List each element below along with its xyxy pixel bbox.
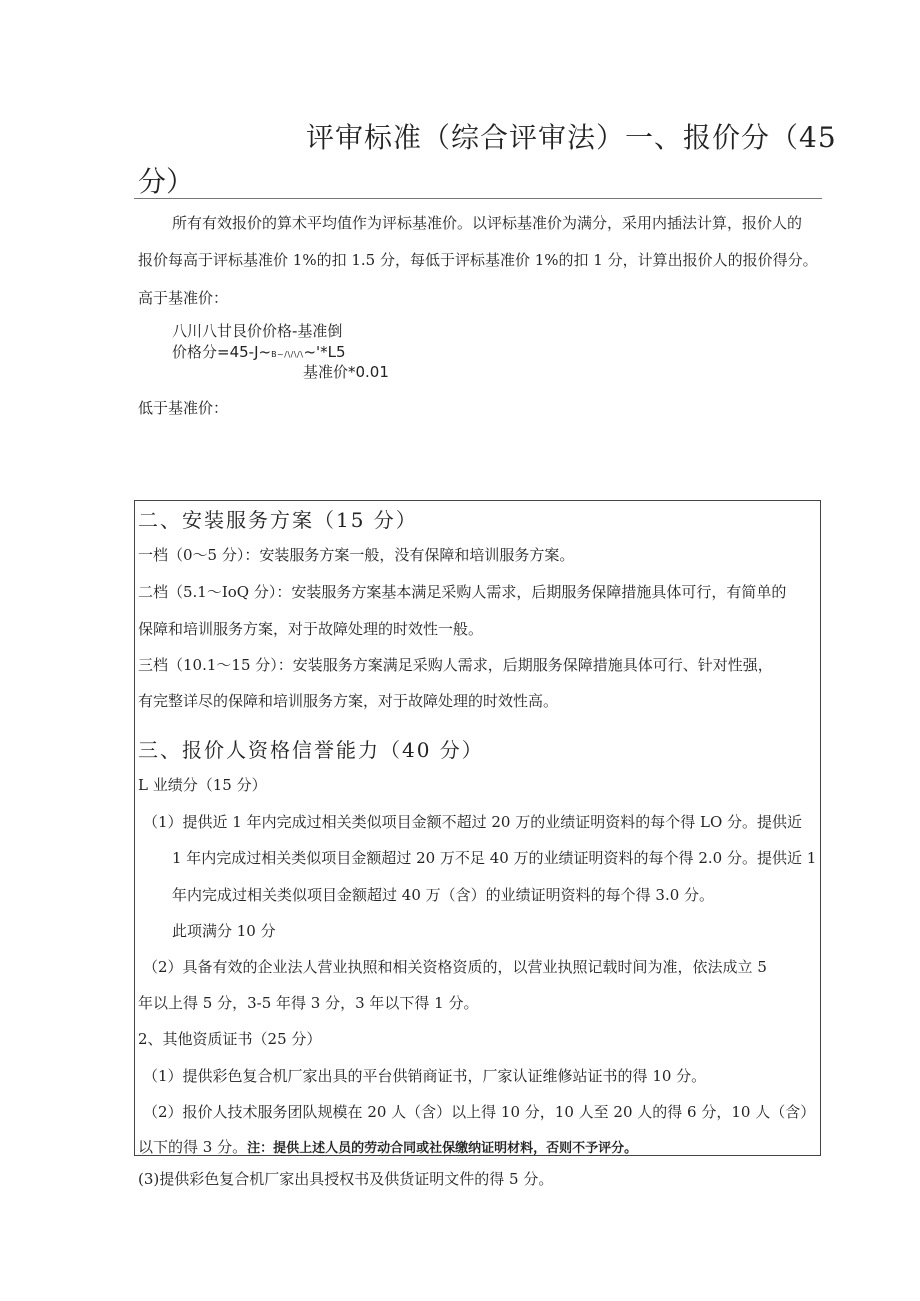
price-rule-paragraph-1: 所有有效报价的算术平均值作为评标基准价。以评标基准价为满分，采用内插法计算，报价人的 (172, 214, 803, 232)
performance-score-title: L 业绩分（15 分） (138, 776, 267, 794)
title-divider (134, 198, 822, 199)
page-title-line2: 分） (138, 165, 195, 198)
performance-item-1-line-3: 年内完成过相关类似项目金额超过 40 万（含）的业绩证明资料的每个得 3.0 分。 (172, 886, 715, 904)
certificate-item-3: (3)提供彩色复合机厂家出具授权书及供货证明文件的得 5 分。 (138, 1170, 554, 1188)
installation-tier-2-line-1: 二档（5.1～IoQ 分）：安装服务方案基本满足采购人需求，后期服务保障措施具体可行，有简单的 (138, 583, 787, 601)
installation-tier-1: 一档（0～5 分）：安装服务方案一般，没有保障和培训服务方案。 (138, 546, 575, 564)
installation-tier-3-line-1: 三档（10.1～15 分）：安装服务方案满足采购人需求，后期服务保障措施具体可行、针对性强， (138, 656, 773, 674)
installation-service-heading: 二、安装服务方案（15 分） (138, 508, 418, 532)
certificate-item-1: （1）提供彩色复合机厂家出具的平台供销商证书，厂家认证维修站证书的得 10 分。 (143, 1067, 707, 1085)
formula-line-2 (172, 341, 346, 362)
qualification-heading: 三、报价人资格信誉能力（40 分） (138, 738, 484, 762)
page-title-line1: 评审标准（综合评审法）一、报价分（45 (306, 121, 837, 154)
certificate-item-2-line-2 (138, 1136, 637, 1157)
certificates-title: 2、其他资质证书（25 分） (138, 1030, 322, 1048)
performance-item-1-line-1: （1）提供近 1 年内完成过相关类似项目金额不超过 20 万的业绩证明资料的每个得 LO 分。提供近 (143, 813, 803, 831)
performance-item-1-max: 此项满分 10 分 (172, 922, 276, 940)
performance-item-2-line-1: （2）具备有效的企业法人营业执照和相关资格资质的，以营业执照记载时间为准，依法成立 5 (143, 958, 767, 976)
installation-tier-2-line-2: 保障和培训服务方案，对于故障处理的时效性一般。 (138, 620, 484, 638)
formula-line-2-garbled: B~/\/\/\ (271, 350, 304, 359)
formula-line-2-end: ~'*L5 (303, 343, 346, 361)
formula-line-2-start: 价格分=45-J~ (172, 343, 272, 361)
performance-item-2-line-2: 年以上得 5 分，3-5 年得 3 分，3 年以下得 1 分。 (138, 994, 479, 1012)
above-benchmark-label: 高于基准价： (138, 289, 229, 307)
installation-tier-3-line-2: 有完整详尽的保障和培训服务方案，对于故障处理的时效性高。 (138, 692, 559, 710)
below-benchmark-label: 低于基准价： (138, 399, 229, 417)
formula-line-1: 八川八甘艮价价格-基准倒 (172, 322, 343, 340)
certificate-item-2-line-1: （2）报价人技术服务团队规模在 20 人（含）以上得 10 分，10 人至 20 人的得 6 分，10 人（含） (143, 1103, 816, 1121)
performance-item-1-line-2: 1 年内完成过相关类似项目金额超过 20 万不足 40 万的业绩证明资料的每个得 2.0 分。提供近 1 (172, 849, 817, 867)
price-rule-paragraph-2: 报价每高于评标基准价 1%的扣 1.5 分，每低于评标基准价 1%的扣 1 分，计算出报价人的报价得分。 (138, 251, 818, 269)
formula-line-3: 基准价*0.01 (303, 363, 389, 381)
certificate-item-2-note: 注：提供上述人员的劳动合同或社保缴纳证明材料，否则不予评分。 (247, 1141, 638, 1156)
certificate-item-2-text: 以下的得 3 分。 (138, 1138, 248, 1156)
